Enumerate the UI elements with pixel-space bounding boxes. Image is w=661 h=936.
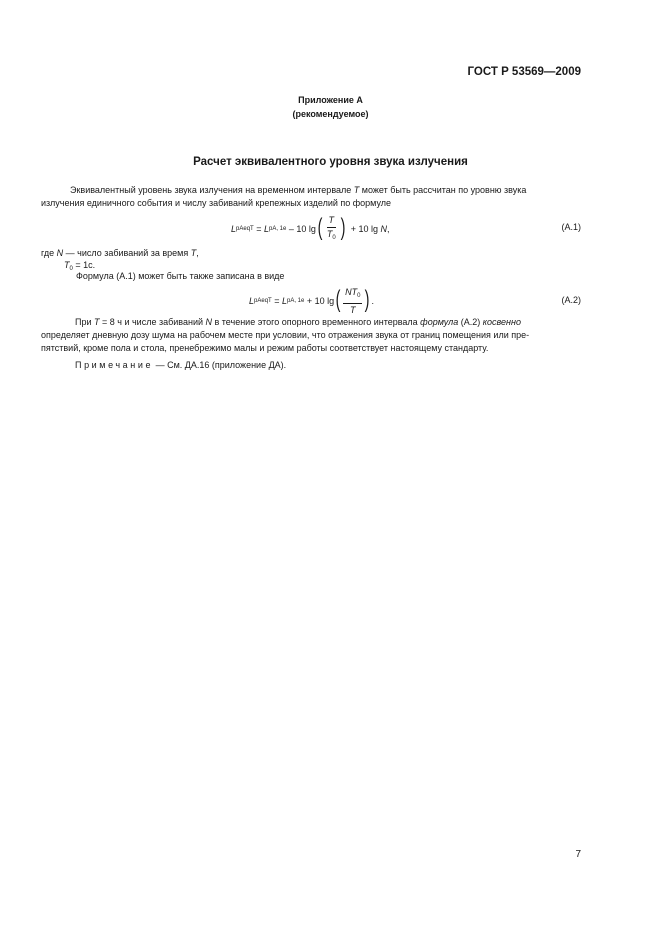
annex-status: (рекомендуемое) [292, 109, 369, 119]
formula-symbol: L [231, 224, 237, 234]
conclusion-text: (А.2) [458, 317, 483, 327]
formula-punctuation: , [387, 224, 390, 234]
formula-symbol: L [281, 296, 287, 306]
formula-subscript: pA, 1e [268, 226, 287, 232]
intro-line-2: излучения единичного события и числу забиваний крепежных изделий по формуле [41, 198, 392, 208]
formula-operator: = [253, 224, 264, 234]
standard-designation: ГОСТ Р 53569—2009 [467, 66, 581, 78]
formula-operator: = [271, 296, 282, 306]
where-variable: T [64, 260, 70, 270]
intro-variable: T [353, 185, 360, 195]
formula-subscript: 0 [332, 234, 336, 241]
formula-symbol: NT [345, 286, 358, 297]
section-heading: Расчет эквивалентного уровня звука излучения [193, 156, 468, 168]
intro-line-1 [70, 183, 526, 197]
conclusion-text: = 8 ч и числе забиваний [99, 317, 206, 327]
formula-symbol: T [350, 304, 356, 315]
conclusion-line-3: пятствий, кроме пола и стола, пренебрежимо малы и режим работы соответствует настоящему стандарту. [41, 343, 489, 353]
note [75, 358, 286, 372]
formula-subscript: pAeqT [254, 298, 272, 304]
formula-subscript: pAeqT [236, 226, 254, 232]
conclusion-text: в течение этого опорного временного интервала [212, 317, 421, 327]
fraction-denominator [325, 228, 338, 244]
formula-symbol: N [380, 224, 387, 234]
formula-symbol: T [328, 214, 335, 225]
fraction [325, 215, 338, 244]
where-variable: T [190, 248, 197, 258]
formula-symbol: T [326, 228, 333, 239]
where-text: — число забиваний за время [63, 248, 191, 258]
formula-a1 [231, 212, 390, 246]
right-paren: ) [365, 285, 370, 313]
equation-number-a2: (A.2) [561, 295, 581, 305]
conclusion-text: При [75, 317, 95, 327]
fraction [343, 287, 362, 316]
alt-formula-intro: Формула (А.1) может быть также записана в виде [76, 271, 285, 281]
conclusion-variable: T [94, 317, 100, 327]
fraction-numerator [343, 287, 362, 304]
fraction-denominator [348, 304, 358, 316]
formula-symbol: L [263, 224, 269, 234]
note-text: — См. ДА.16 (приложение ДА). [153, 360, 287, 370]
where-subscript: 0 [69, 266, 73, 272]
left-paren: ( [317, 213, 323, 241]
formula-punctuation: . [371, 296, 374, 306]
formula-operator: – 10 lg [286, 224, 316, 234]
conclusion-italic: формула [420, 317, 459, 327]
annex-title: Приложение А [298, 95, 363, 105]
left-paren: ( [335, 285, 341, 313]
conclusion-line-1 [75, 315, 521, 329]
conclusion-italic: косвенно [482, 317, 521, 327]
conclusion-line-2: определяет дневную дозу шума на рабочем месте при условии, что отражения звука от границ помещения или пре- [41, 330, 530, 340]
formula-operator: + 10 lg [350, 224, 381, 234]
formula-subscript: pA, 1e [286, 298, 305, 304]
formula-symbol: L [249, 296, 255, 306]
page-number: 7 [575, 849, 581, 860]
formula-a2 [249, 285, 374, 317]
where-text: , [196, 248, 199, 258]
where-text: где [41, 248, 57, 258]
where-variable: N [56, 248, 64, 258]
formula-subscript: 0 [357, 292, 361, 299]
conclusion-variable: N [205, 317, 212, 327]
note-label: Примечание [75, 360, 154, 370]
intro-text: Эквивалентный уровень звука излучения на временном интервале [70, 185, 354, 195]
intro-text: может быть рассчитан по уровню звука [359, 185, 527, 195]
where-text: = 1с. [72, 260, 96, 270]
fraction-numerator [327, 215, 337, 228]
formula-operator: + 10 lg [304, 296, 335, 306]
equation-number-a1: (A.1) [561, 222, 581, 232]
right-paren: ) [340, 213, 346, 241]
